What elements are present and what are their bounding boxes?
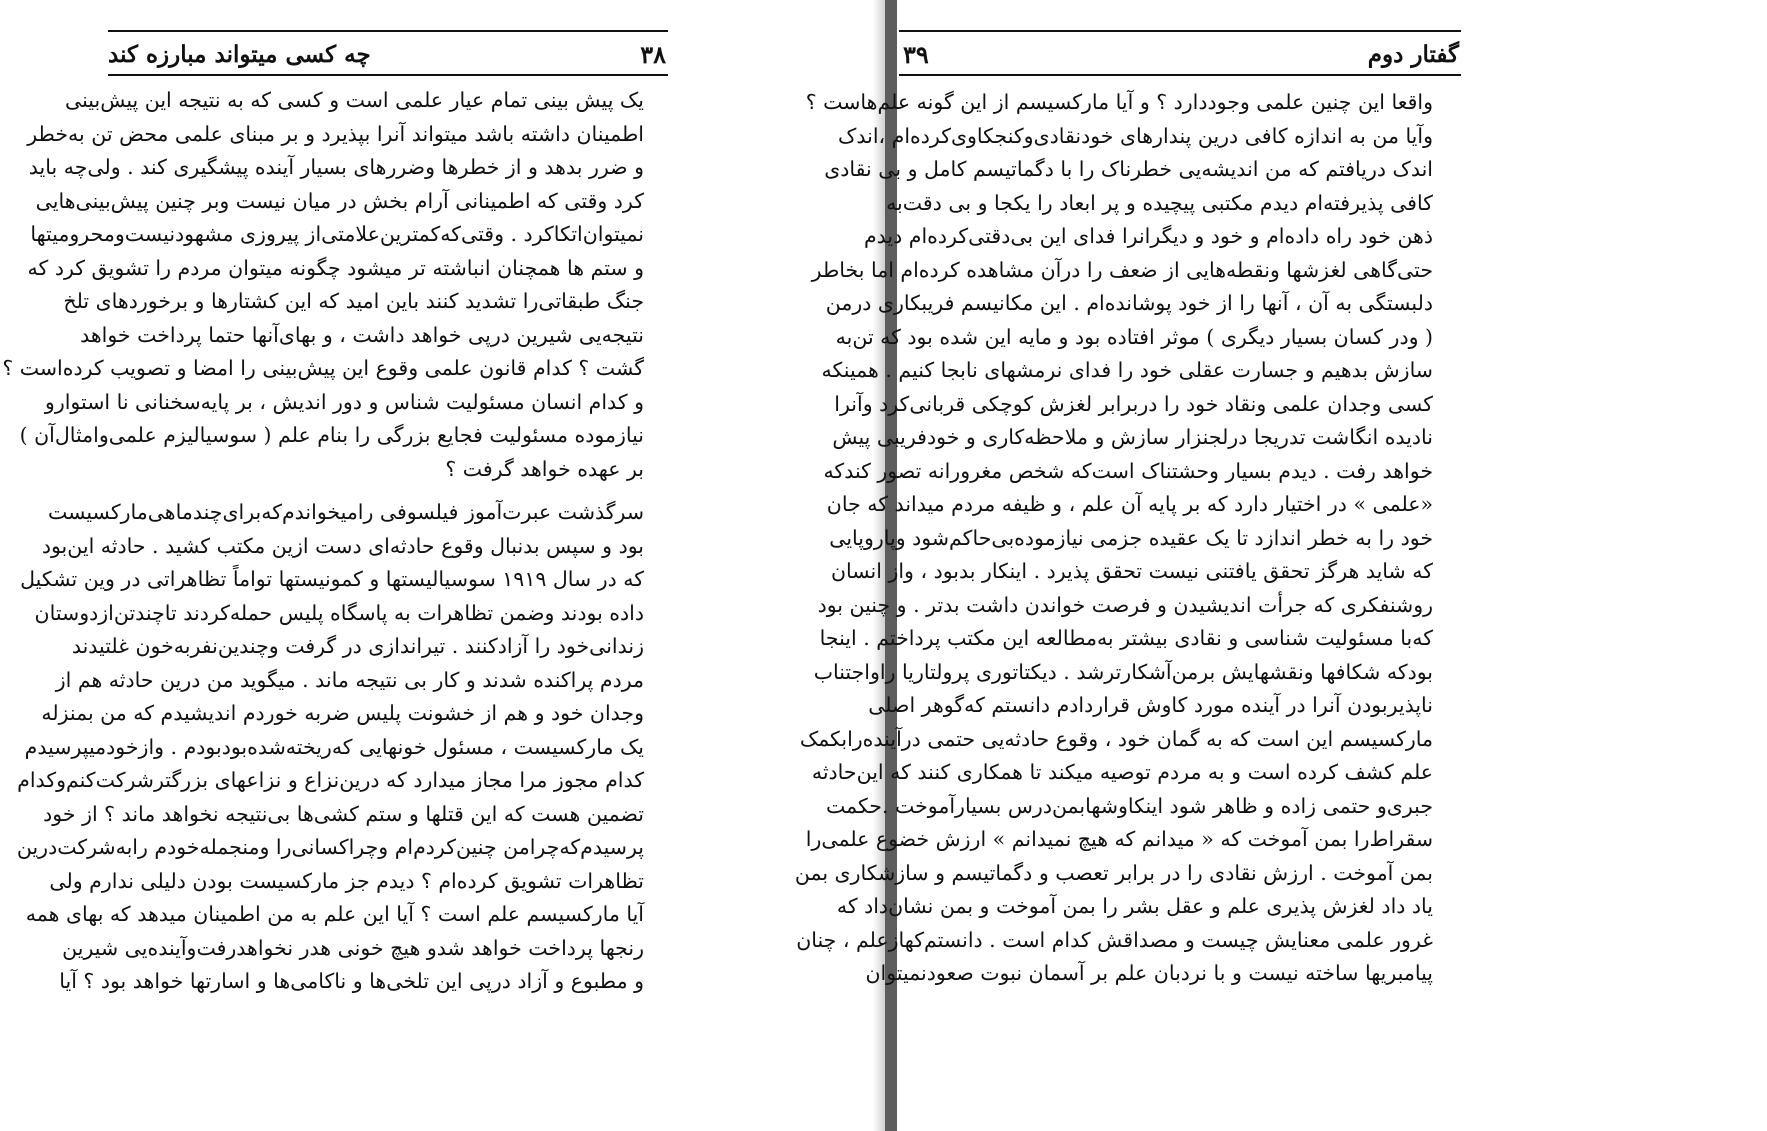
right-page-number: ۳۹	[903, 39, 929, 69]
text-line: و ضرر بدهد و از خطرها وضررهای بسیار آینده پیشگیری کند . ولی‌چه باید	[28, 155, 644, 179]
text-line: نمیتوان‌اتکاکرد . وقتی‌که‌کمترین‌علامتی‌از پیروزی مشهودنیست‌ومحرومیتها	[30, 222, 644, 246]
text-line: کدام مجوز مرا مجاز میدارد که درین‌نزاع و نزاعهای بزرگترشرکت‌کنم‌وکدام	[17, 768, 644, 792]
text-line: جنگ طبقاتی‌را تشدید کنند باین امید که این کشتارها و برخوردهای تلخ	[63, 289, 644, 313]
right-page-header-title: گفتار دوم	[1367, 40, 1459, 68]
text-line: غرور علمی معنایش چیست و مصداقش کدام است . دانستم‌کهازعلم ، چنان	[796, 927, 1433, 952]
left-header-top-rule	[108, 30, 668, 32]
text-line: یک پیش بینی تمام عیار علمی است و کسی که به نتیجه این پیش‌بینی	[65, 88, 644, 112]
text-line: وآیا من به اندازه کافی درین پندارهای خودنقادی‌وکنجکاوی‌کرده‌ام ،اندک	[838, 123, 1433, 148]
text-line: مارکسیسم این است که به گمان خود ، وقوع حادثه‌یی حتمی در‌آینده‌رابکمک	[799, 726, 1433, 751]
text-line: دلبستگی به آن ، آنها را از خود پوشانده‌ام . این مکانیسم فریبکاری درمن	[825, 291, 1433, 315]
text-line: سرگذشت عبرت‌آموز فیلسوفی رامیخواندم‌که‌برای‌چندماهی‌مارکسیست	[47, 500, 644, 524]
right-header-bottom-rule	[899, 74, 1461, 76]
text-line: بر عهده خواهد گرفت ؟	[445, 456, 644, 481]
text-line: سازش بدهیم و جسارت عقلی خود را فدای نرمشهای نابجا کنیم . همینکه	[821, 358, 1433, 382]
left-header-bottom-rule	[108, 74, 668, 76]
text-line: داده بودند وضمن تظاهرات به پاسگاه پلیس حمله‌کردند تاچندتن‌ازدوستان	[34, 600, 644, 625]
text-line: ( ودر کسان بسیار دیگری ) موثر افتاده بود و مایه این شده بود که تن‌به	[835, 324, 1433, 349]
text-line: خود را به خطر اندازد تا یک عقیده جزمی نیازموده‌بی‌حاکم‌شود وپاروپایی	[829, 525, 1433, 550]
right-page	[794, 0, 1767, 1131]
text-line: یک مارکسیست ، مسئول خونهایی که‌ریخته‌شده‌بودبودم . وازخودمیپرسیدم	[24, 734, 644, 759]
text-line: یاد داد لغزش پذیری علم و عقل بشر را بمن آموخت و بمن نشان‌داد که	[836, 894, 1433, 918]
text-line: و مطبوع و آزاد درپی این تلخی‌ها و ناکامی‌ها و اسارتها خواهد بود ؟ آیا	[59, 969, 644, 993]
text-line: بمن آموخت . ارزش نقادی را در برابر تعصب و دگماتیسم و سازشکاری بمن	[794, 860, 1433, 885]
text-line: که‌با مسئولیت شناسی و نقادی بیشتر به‌مطالعه این مکتب پرداختم . اینجا	[819, 626, 1433, 650]
text-line: سقراط‌را بمن آموخت که « میدانم که هیچ نمیدانم » ارزش خضوع علمی‌را	[805, 827, 1433, 851]
text-line: نتیجه‌یی شیرین درپی خواهد داشت ، و بهای‌آنها حتما پرداخت خواهد	[80, 322, 644, 347]
text-line: کسی وجدان علمی ونقاد خود را دربرابر لغزش کوچکی قربانی‌کرد وآنرا	[834, 391, 1433, 416]
text-line: اطمینان داشته باشد میتواند آنرا بپذیرد و بر مبنای علمی محض تن به‌خطر	[27, 121, 644, 146]
text-line: ناپذیربودن آنرا در آینده مورد کاوش قراردادم دانستم که‌گوهر اصلی	[868, 693, 1433, 717]
text-line: جبری‌و حتمی زاده و ظاهر شود اینکاوشها‌بمن‌درس بسیارآموخت .حکمت	[825, 793, 1433, 818]
text-line: کرد وقتی که اطمینانی آرام بخش در میان نیست وبر چنین پیش‌بینی‌هایی	[35, 188, 644, 213]
left-page-header	[108, 34, 666, 74]
left-page-header-title: چه کسی میتواند مبارزه کند	[108, 40, 371, 68]
text-line: «علمی » در اختیار دارد که بر پایه آن علم ، و ظیفه مردم میداند که جان	[826, 492, 1433, 516]
text-line: روشنفکری که جرأت اندیشیدن و فرصت خواندن داشت بدتر . و چنین بود	[817, 592, 1433, 617]
paragraph-gap	[122, 486, 644, 496]
text-line: پرسیدم‌که‌چرامن چنین‌کردم‌ام وچراکسانی‌را ومنجمله‌خودم رابه‌شرکت‌درین	[16, 835, 644, 859]
text-line: اندک دریافتم که من اندیشه‌یی خطرناک را با دگماتیسم کامل و بی نقادی	[824, 157, 1433, 181]
text-line: و کدام انسان مسئولیت شناس و دور اندیش ، بر پایه‌سخنانی نا استوارو	[44, 389, 644, 414]
text-line: بودکه شکافها ونقشهایش برمن‌آشکارترشد . دیکتاتوری پرولتاریا راواجتناب	[813, 659, 1433, 684]
text-line: تضمین هست که این قتلها و ستم کشی‌ها بی‌نتیجه نخواهد ماند ؟ از خود	[43, 801, 644, 826]
text-line: و ستم ها همچنان انباشته تر میشود چگونه میتوان مردم را تشویق کرد که	[27, 255, 644, 280]
text-line: وجدان خود و هم از خشونت پلیس ضربه خوردم اندیشیدم که من بمنزله	[41, 701, 644, 725]
right-page-header	[903, 34, 1459, 74]
left-page-body	[2, 84, 644, 999]
right-header-top-rule	[899, 30, 1461, 32]
text-line: رنجها پرداخت خواهد شدو هیچ خونی هدر نخواهدرفت‌وآینده‌یی شیرین	[62, 935, 644, 960]
right-page-body	[794, 86, 1433, 991]
text-line: ذهن خود راه داده‌ام و خود و دیگرانرا فدای این بی‌دقتی‌کرده‌ام دیدم	[863, 224, 1433, 248]
text-line: کافی پذیرفته‌ام دیدم مکتبی پیچیده و پر ابعاد را یکجا و بی دقت‌به	[886, 190, 1433, 215]
text-line: علم کشف کرده است و به مردم توصیه میکند تا همکاری کنند که این‌حادثه	[811, 760, 1433, 784]
text-line: حتی‌گاهی لغزشها ونقطه‌هایی از ضعف را درآن مشاهده کرده‌ام اما بخاطر	[811, 257, 1433, 282]
text-line: نیازموده مسئولیت فجایع بزرگی را بنام علم ( سوسیالیزم علمی‌وامثال‌آن )	[19, 423, 644, 447]
left-page-number: ۳۸	[640, 39, 666, 69]
text-line: گشت ؟ کدام قانون علمی وقوع این پیش‌بینی را امضا و تصویب کرده‌است ؟	[2, 356, 644, 380]
text-line: خواهد رفت . دیدم بسیار وحشتناک است‌که شخص مغرورانه تصور کندکه	[823, 458, 1433, 483]
text-line: مردم پراکنده شدند و کار بی نتیجه ماند . میگوید من درین حادثه هم از	[55, 667, 644, 692]
text-line: تظاهرات تشویق کرده‌ام ؟ دیدم جز مارکسیست بودن دلیلی ندارم ولی	[49, 868, 644, 893]
text-line: که در سال ۱۹۱۹ سوسیالیستها و کمونیستها تواماً تظاهراتی در وین تشکیل	[20, 567, 644, 591]
text-line: پیامبریها ساخته نیست و با نردبان علم بر آسمان نبوت صعودنمیتوان	[865, 961, 1433, 985]
text-line: زندانی‌خود را آزادکنند . تیراندازی در گرفت وچندین‌نفربه‌خون غلتیدند	[71, 634, 644, 658]
text-line: آیا مارکسیسم علم است ؟ آیا این علم به من اطمینان میدهد که بهای همه	[25, 902, 644, 926]
text-line: بود و سپس بدنبال وقوع حادثه‌ای دست ازین مکتب کشید . حادثه این‌بود	[41, 533, 644, 558]
text-line: نادیده انگاشت تدریجا درلجنزار سازش و ملاحظه‌کاری و خودفریبی پیش	[832, 425, 1433, 449]
text-line: واقعا این چنین علمی وجوددارد ؟ و آیا مارکسیسم از این گونه علم‌هاست ؟	[805, 90, 1433, 114]
text-line: که شاید هرگز تحقق یافتنی نیست تحقق پذیرد . اینکار بدبود ، واز انسان	[830, 559, 1433, 583]
